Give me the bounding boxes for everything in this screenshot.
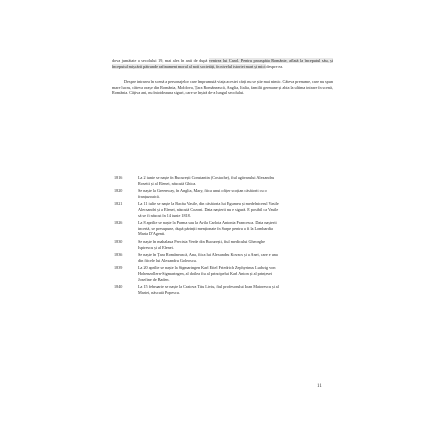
chronology-year: 1830 [114,238,123,244]
chronology-text: Se naște la Greenway, în Anglia, Mary, fiica unui ofițer scoțian căsătorit cu o franțuzoaică. [138,188,267,199]
chronology-year: 1820 [114,188,123,194]
chronology-year: 1839 [114,265,123,271]
chronology-entry [112,175,333,186]
intro-paragraph-1-highlight: venirea lui Carol. Pentru proaspăta Românie, aflată la începutul său, și începutul mișcării pătrunde rafinament moral al noii societăți, în nivelul istoriei mari și mici [112,58,334,69]
chronology-entry [112,201,333,218]
chronology-entry [112,252,333,263]
chronology-text: La 11 iulie se naște la Bacău Vasile, din căsătoria lui Egumeu și medelnicerul Vasile Alecsandri și a Elenei, născută Cozoni. Data nașterii nu e sigură. E posibil ca Vasile să se fi născut în 14 iunie 1818. [138,201,279,218]
intro-paragraph-1-part-3: despre ea. [265,63,284,69]
chronology-text: Se naște în mahalaua Precista Verde din București, fiul medicului Gheorghe Ispirescu și al Elenei. [138,238,265,250]
chronology-year: 1821 [114,201,123,207]
intro-paragraph-1-part-1: dova jumătate a secolului 19, mai ales în anii de după [112,58,209,63]
chronology-entry [112,220,333,237]
chronology-year: 1836 [114,252,123,258]
page-number: 11 [317,384,322,389]
chronology-entry [112,239,333,250]
chronology-text: La 2 iunie se naște în București Constantin (Costache), fiul agăvarului Alexandru Rosetti și al Elenei, născută Ghica. [138,175,275,186]
chronology-year: 1840 [114,284,123,290]
chronology-year: 1816 [114,175,123,180]
chronology-entry [112,265,333,282]
chronology-entry [112,188,333,199]
chronology-year: 1826 [114,220,123,226]
intro-paragraph-2: Despre intrarea în scenă a personajelor care împrumută viața acestei cărți nu se știe mai nimic. Câteva prenume, care nu spun mare lucru, câteva orașe din România, Moldova, Țara Românească, Anglia, Italia, familii germane și abia la ultima intrare în scenă, România. Câțiva ani, nu întotdeauna siguri, care se înșiră de-a lungul secolului. [112,79,333,96]
chronology-text: Se naște în Țara Românească, Ana, fiica lui Alexandru Kovacs și a Anei, care e una din fiicele lui Alexandru Goleoscu. [138,252,278,263]
chronology-entry [112,284,333,295]
chronology-text: La 20 aprilie se naște la Sigmaringen Karl Eitel Friedrich Zephyrinus Ludwig von Hohenzollern-Sigmaringen, al doilea fiu al principelui Karl Anton și al prințesei Josefine de Baden. [138,265,276,282]
intro-text [112,58,333,96]
chronology-text: La 15 februarie se naște la Craiova Titu Liviu, fiul profesorului Ioan Maiorescu și al Mariei, născută Popescu. [138,284,279,295]
chronology-list [112,175,333,295]
chronology-text: La 8 aprilie se naște la Parma sau la Avila Carlota Antonia Francesca. Data nașterii incertă, se presupune, după părinții menționate în Sarpe pentru a fi la Lombardia Maria D'Agenti. [138,220,277,237]
intro-paragraph-1 [112,58,333,69]
